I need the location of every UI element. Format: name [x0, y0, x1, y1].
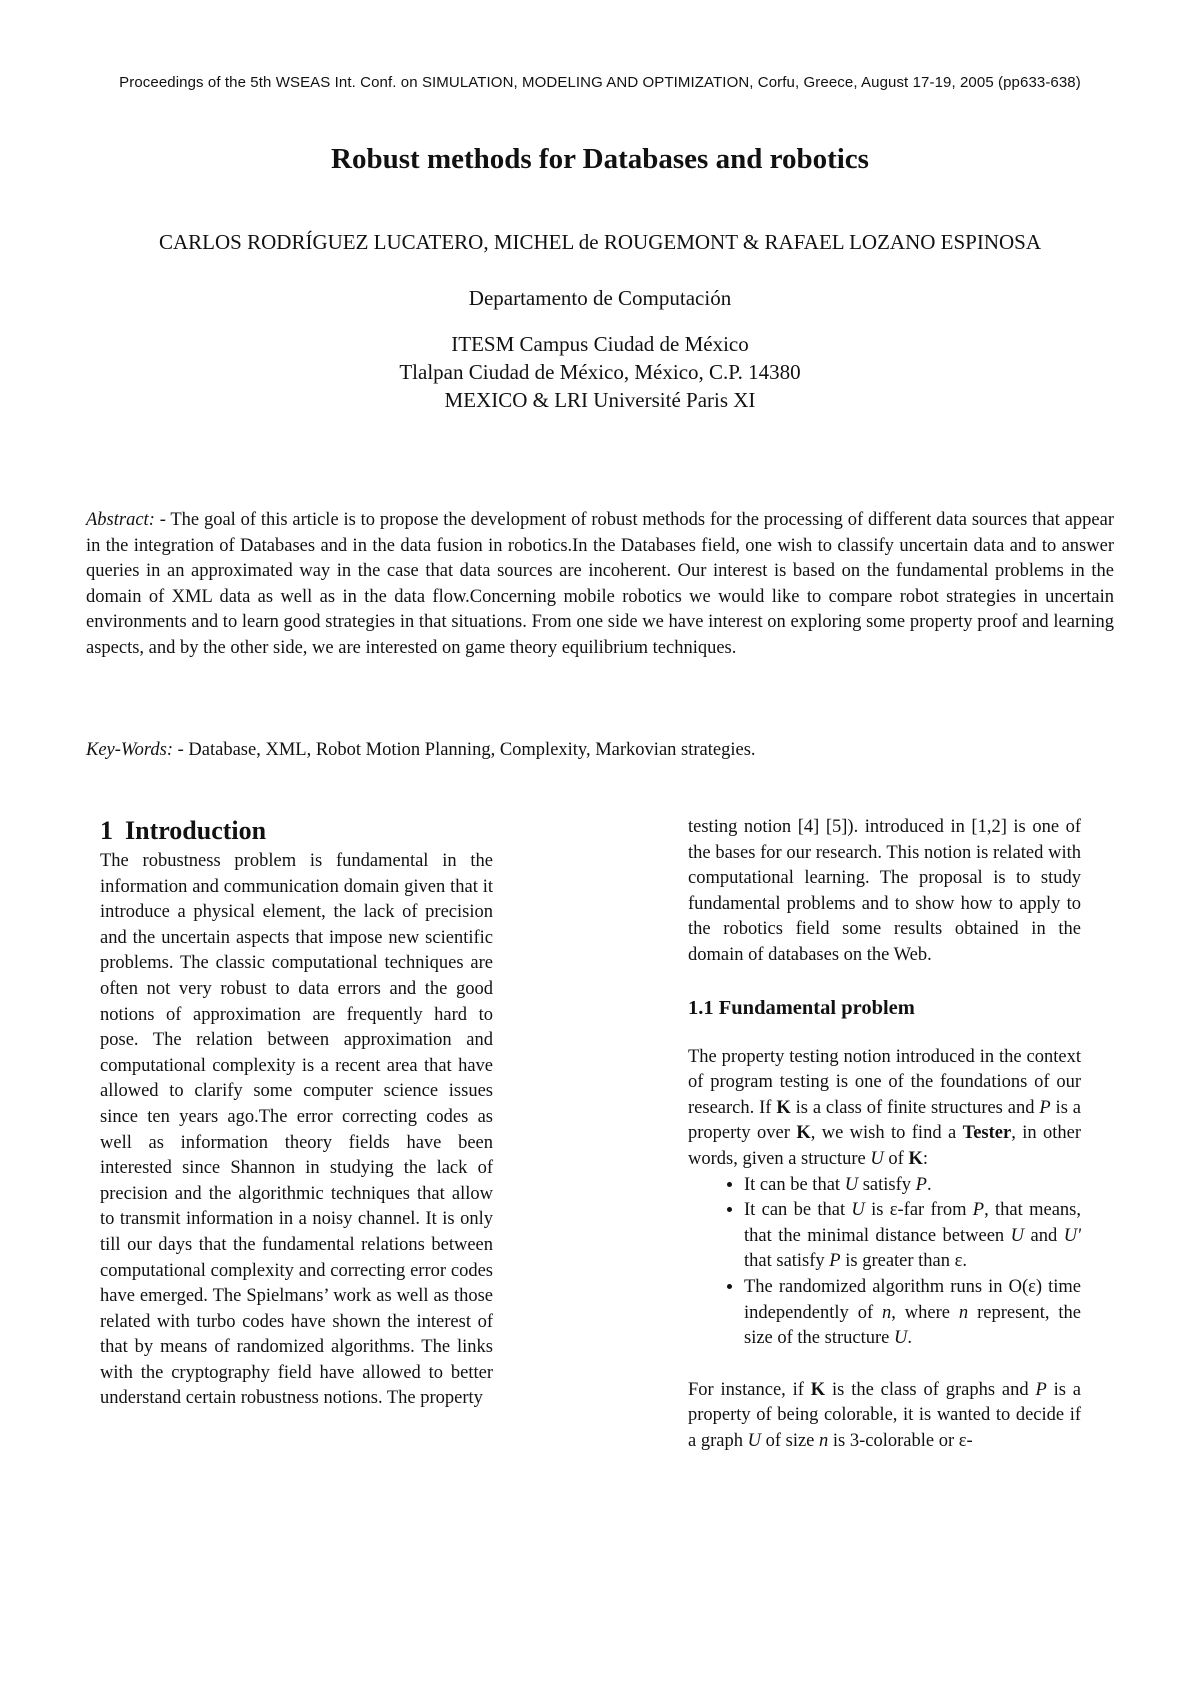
proceedings-header: Proceedings of the 5th WSEAS Int. Conf. on SIMULATION, MODELING AND OPTIMIZATION, Corfu, Greece, August 17-19, 2005 (pp633-638) [119, 74, 1081, 91]
abstract-text: - The goal of this article is to propose the development of robust methods for the processing of different data sources that appear in the integration of Databases and in the data fusion in robotics.In the Databases field, one wish to classify uncertain data and to answer queries in an approximated way in the case that data sources are incoherent. Our interest is based on the fundamental problems in the domain of XML data as well as in the data flow.Concerning mobile robotics we would like to compare robot strategies in uncertain environments and to learn good strategies in that situations. From one side we have interest on exploring some property proof and learning aspects, and by the other side, we are interested on game theory equilibrium techniques. [86, 510, 1114, 658]
right-column [688, 815, 1081, 1454]
author-list: CARLOS RODRÍGUEZ LUCATERO, MICHEL de ROUGEMONT & RAFAEL LOZANO ESPINOSA [159, 230, 1041, 254]
fundamental-paragraph: The property testing notion introduced in the context of program testing is one of the foundations of our research. If K is a class of finite structures and P is a property over K, we wish to find a Tester, in other words, given a structure U of K: [688, 1046, 1081, 1169]
tester-conditions-list [688, 1173, 1081, 1352]
paragraph-gap [688, 1352, 1081, 1378]
affiliation-address [0, 330, 1200, 414]
paper-title: Robust methods for Databases and robotics [331, 143, 869, 175]
keywords [86, 738, 1114, 763]
keywords-label: Key-Words: [86, 740, 174, 760]
abstract-label: Abstract: [86, 510, 155, 530]
campus-line: ITESM Campus Ciudad de México [451, 332, 749, 356]
example-paragraph: For instance, if K is the class of graphs and P is a property of being colorable, it is wanted to decide if a graph U of size n is 3-colorable or ε- [688, 1379, 1081, 1451]
left-column [100, 815, 493, 1412]
section-number: 1 [100, 816, 113, 845]
list-item: • It can be that U is ε-far from P, that means, that the minimal distance between U and U' that satisfy P is greater than ε. [744, 1198, 1081, 1275]
abstract [86, 508, 1114, 661]
section-heading [100, 815, 493, 847]
list-item: • It can be that U satisfy P. [744, 1173, 1081, 1199]
affiliation-department [0, 284, 1200, 312]
list-item: • The randomized algorithm runs in O(ε) time independently of n, where n represent, the size of the structure U. [744, 1275, 1081, 1352]
department-line: Departamento de Computación [468, 286, 732, 310]
keywords-text: - Database, XML, Robot Motion Planning, Complexity, Markovian strategies. [173, 740, 756, 760]
subsection-heading: 1.1 Fundamental problem [688, 996, 915, 1019]
section-title: Introduction [125, 816, 267, 845]
intro-paragraph-right: testing notion [4] [5]). introduced in [1,2] is one of the bases for our research. This notion is related with computational learning. The proposal is to study fundamental problems and to show how to apply to the robotics field some results obtained in the domain of databases on the Web. [688, 817, 1081, 965]
address-line: Tlalpan Ciudad de México, México, C.P. 14380 [399, 360, 801, 384]
country-line: MEXICO & LRI Université Paris XI [444, 388, 756, 412]
intro-paragraph-left: The robustness problem is fundamental in the information and communication domain given that it introduce a physical element, the lack of precision and the uncertain aspects that impose new scientific problems. The classic computational techniques are often not very robust to data errors and the good notions of approximation are frequently hard to pose. The relation between approximation and computational complexity is a recent area that have allowed to clarify some computer science issues since ten years ago.The error correcting codes as well as information theory fields have been interested since Shannon in studying the lack of precision and the algorithmic techniques that allow to transmit information in a noisy channel. It is only till our days that the fundamental relations between computational complexity and correcting error codes have emerged. The Spielmans’ work as well as those related with turbo codes have shown the interest of that by means of randomized algorithms. The links with the cryptography field have allowed to better understand certain robustness notions. The property [100, 851, 493, 1409]
